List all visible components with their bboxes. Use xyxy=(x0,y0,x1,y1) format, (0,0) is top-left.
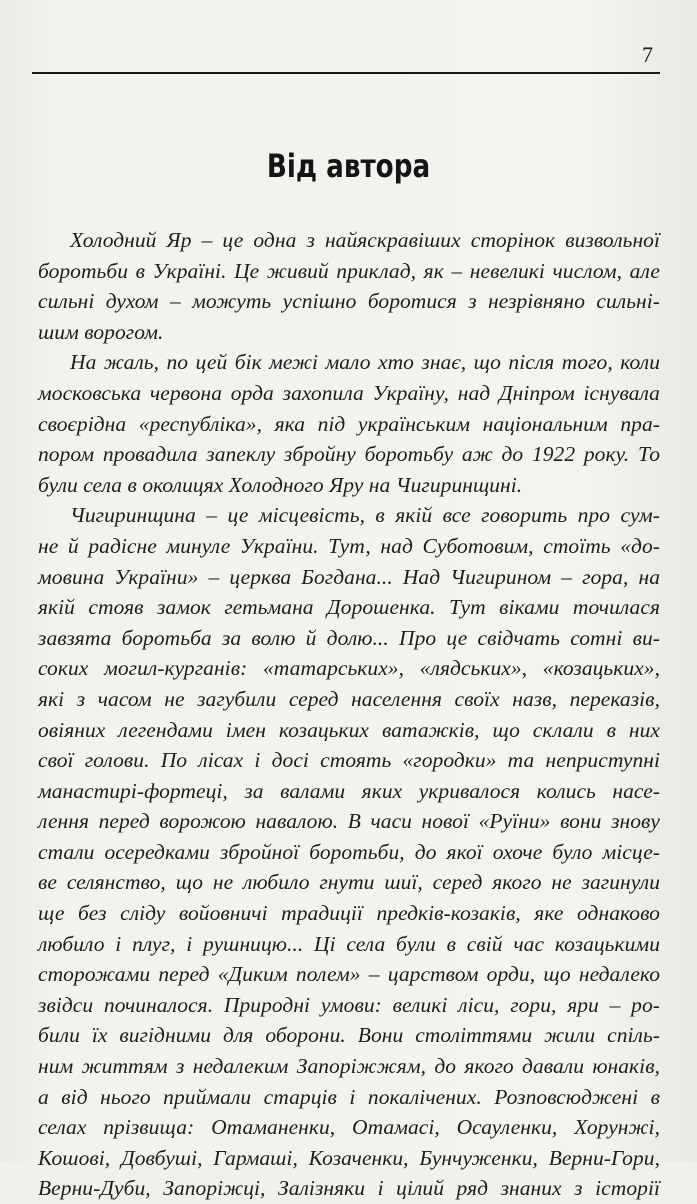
text-line: Холодний Яр – це одна з найяскравіших сторінок визвольної xyxy=(70,228,660,252)
text-line: Чигиринщина – це місцевість, в якій все говорить про сум- xyxy=(70,503,660,528)
text-line: лення перед ворожою навалою. В часи нової «Руїни» вони знову xyxy=(38,809,660,834)
body-text xyxy=(38,225,660,1204)
text-line: сильні духом – можуть успішно боротися з незрівняно сильні- xyxy=(38,289,660,314)
text-line: селах прізвища: Отаманенки, Отамасі, Осауленки, Хорунжі, xyxy=(38,1115,660,1140)
text-line: сторожами перед «Диким полем» – царством орди, що недалеко xyxy=(38,962,660,987)
text-line: ним життям з недалеким Запоріжжям, до якого давали юнаків, xyxy=(38,1054,660,1079)
chapter-title: Від автора xyxy=(266,147,431,185)
text-line: а від нього приймали старців і покалічених. Розповсюджені в xyxy=(38,1084,660,1109)
text-line: Верни-Дуби, Запоріжці, Залізняки і цілий ряд знаних з історії xyxy=(38,1176,660,1201)
text-line: боротьби в Україні. Це живий приклад, як – невеликі числом, але xyxy=(38,258,660,283)
page-number: 7 xyxy=(642,42,653,67)
text-line: які з часом не загубили серед населення своїх назв, переказів, xyxy=(38,686,660,711)
header-rule xyxy=(32,72,660,74)
text-line: були села в околицях Холодного Яру на Чигиринщині. xyxy=(38,472,523,497)
text-line: ще без сліду войовничі традиції предків-козаків, яке однаково xyxy=(38,901,660,926)
text-line: звідси починалося. Природні умови: великі ліси, гори, яри – ро- xyxy=(38,992,660,1017)
text-line: соких могил-курганів: «татарських», «лядських», «козацьких», xyxy=(38,656,660,681)
text-line: мовина України» – церква Богдана... Над Чигирином – гора, на xyxy=(38,564,660,589)
text-line: московська червона орда захопила Україну, над Дніпром існувала xyxy=(38,380,660,405)
text-line: любило і плуг, і рушницю... Ці села були в свій час козацькими xyxy=(38,931,660,956)
text-line: Кошові, Довбуші, Гармаші, Козаченки, Бунчуженки, Верни-Гори, xyxy=(38,1145,660,1170)
text-line: ве селянство, що не любило гнути шиї, серед якого не загинули xyxy=(38,870,660,895)
text-line: шим ворогом. xyxy=(38,319,164,344)
text-line: На жаль, по цей бік межі мало хто знає, що після того, коли xyxy=(70,350,660,375)
text-line: пором провадила запеклу збройну боротьбу аж до 1922 року. То xyxy=(38,442,660,467)
text-line: якій стояв замок гетьмана Дорошенка. Тут віками точилася xyxy=(38,595,660,620)
text-line: манастирі-фортеці, за валами яких укривалося колись насе- xyxy=(38,778,660,803)
text-line: не й радісне минуле України. Тут, над Суботовим, стоїть «до- xyxy=(38,533,660,558)
text-line: свої голови. По лісах і досі стоять «городки» та неприступні xyxy=(38,748,660,773)
text-line: стали осередками збройної боротьби, до якої охоче було місце- xyxy=(38,839,660,864)
text-line: били їх вигідними для оборони. Вони століттями жили спіль- xyxy=(38,1023,660,1048)
text-line: овіяних легендами імен козацьких ватажків, що склали в них xyxy=(38,717,660,742)
text-line: завзята боротьба за волю й долю... Про це свідчать сотні ви- xyxy=(38,625,660,650)
text-line: своєрідна «республіка», яка під українським національним пра- xyxy=(38,411,660,436)
